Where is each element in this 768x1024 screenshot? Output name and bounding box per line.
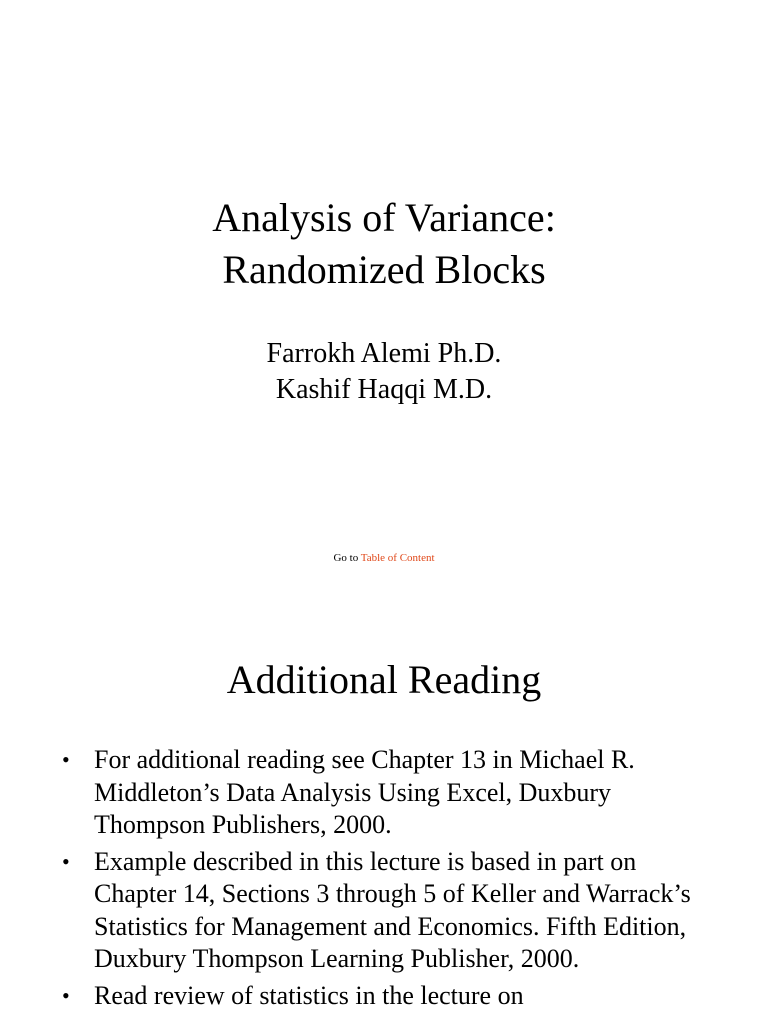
bullet-icon: • — [62, 747, 70, 772]
bullet-list — [60, 744, 710, 1016]
bullet-item — [60, 846, 710, 976]
bullet-item — [60, 980, 710, 1013]
bullet-text: For additional reading see Chapter 13 in Michael R. Middleton’s Data Analysis Using Excel, Duxbury Thompson Publishers, 2000. — [94, 745, 635, 839]
title-line-2: Randomized Blocks — [222, 247, 546, 292]
slide-title — [0, 192, 768, 296]
reading-slide — [0, 620, 768, 1024]
bullet-text: Example described in this lecture is based in part on Chapter 14, Sections 3 through 5 of Keller and Warrack’s Statistics for Management and Economics. Fifth Edition, Duxbury Thompson Learning Publisher, 2000. — [94, 846, 691, 973]
bullet-item — [60, 744, 710, 842]
bullet-icon: • — [62, 982, 70, 1008]
author-1: Farrokh Alemi Ph.D. — [266, 338, 502, 369]
goto-line — [0, 552, 768, 564]
bullet-text: Read review of statistics in the lecture on — [94, 980, 524, 1010]
author-list — [0, 336, 768, 408]
title-line-1: Analysis of Variance: — [212, 195, 556, 240]
bullet-icon: • — [62, 848, 70, 874]
table-of-content-link[interactable]: Table of Content — [360, 552, 435, 564]
slide-heading: Additional Reading — [226, 657, 542, 702]
author-2: Kashif Haqqi M.D. — [275, 374, 493, 405]
goto-prefix: Go to — [333, 552, 361, 564]
